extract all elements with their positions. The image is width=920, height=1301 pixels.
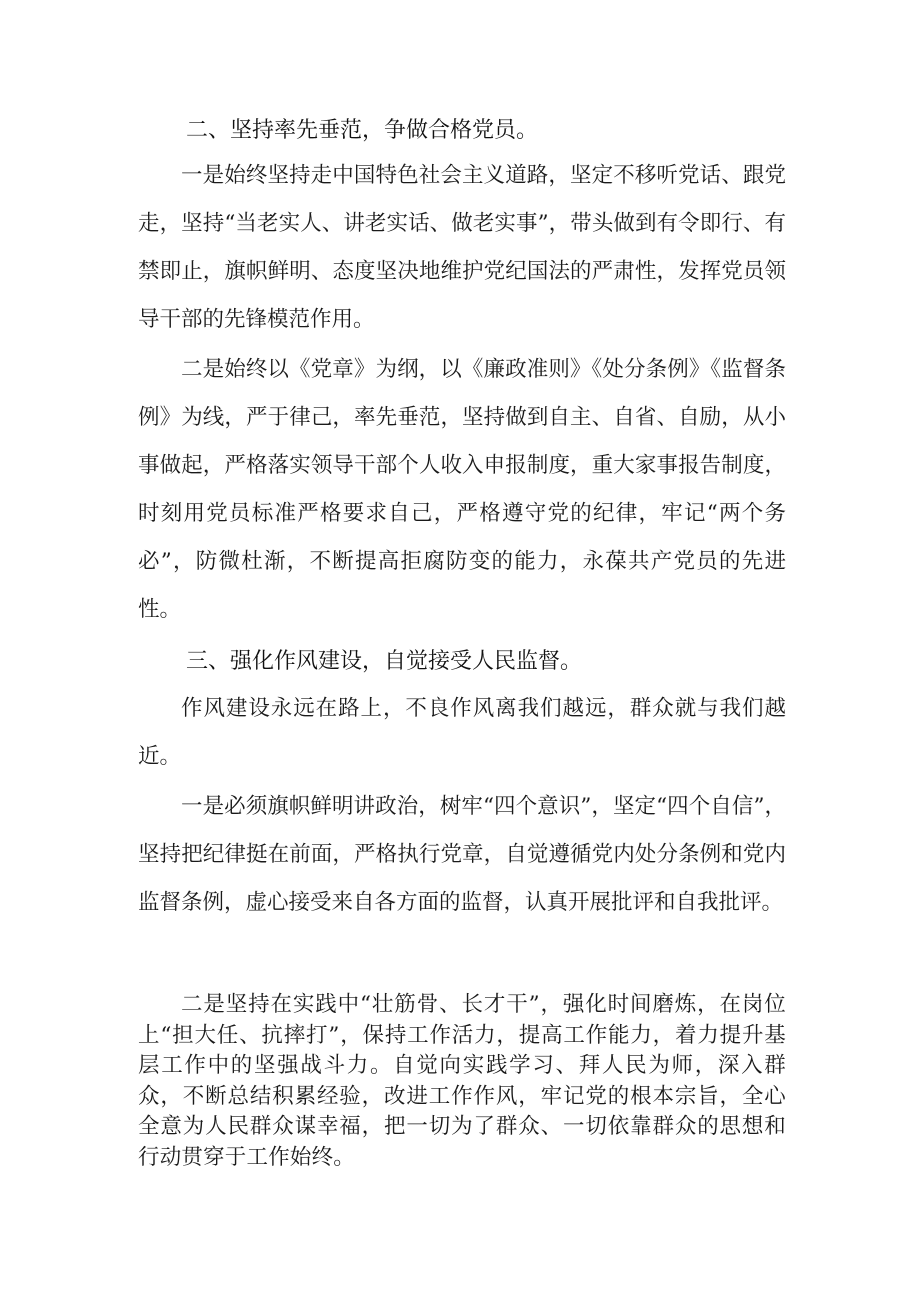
section-3-paragraph-1: 作风建设永远在路上，不良作风离我们越远，群众就与我们越近。: [138, 696, 786, 769]
section-3-paragraph-2: 一是必须旗帜鲜明讲政治，树牢“四个意识”，坚定“四个自信”，坚持把纪律挺在前面，严格执行党章，自觉遵循党内处分条例和党内监督条例，虚心接受来自各方面的监督，认真开展批评和自我批评。: [138, 794, 786, 915]
section-2-paragraph-1: 一是始终坚持走中国特色社会主义道路，坚定不移听党话、跟党走，坚持“当老实人、讲老实话、做老实事”，带头做到有令即行、有禁即止，旗帜鲜明、态度坚决地维护党纪国法的严肃性，发挥党员领导干部的先锋模范作用。: [138, 163, 786, 332]
section-3-paragraph-3: 二是坚持在实践中“壮筋骨、长才干”，强化时间磨炼，在岗位上“担大任、抗摔打”，保持工作活力，提高工作能力，着力提升基层工作中的坚强战斗力。自觉向实践学习、拜人民为师，深入群众，不断总结积累经验，改进工作作风，牢记党的根本宗旨，全心全意为人民群众谋幸福，把一切为了群众、一切依靠群众的思想和行动贯穿于工作始终。: [138, 992, 786, 1170]
section-3-heading: 三、强化作风建设，自觉接受人民监督。: [186, 649, 583, 674]
section-2-heading: 二、坚持率先垂范，争做合格党员。: [186, 118, 539, 143]
section-2-paragraph-2: 二是始终以《党章》为纲，以《廉政准则》《处分条例》《监督条例》为线，严于律己，率先垂范，坚持做到自主、自省、自励，从小事做起，严格落实领导干部个人收入申报制度，重大家事报告制度，时刻用党员标准严格要求自己，严格遵守党的纪律，牢记“两个务必”，防微杜渐，不断提高拒腐防变的能力，永葆共产党员的先进性。: [138, 357, 786, 622]
